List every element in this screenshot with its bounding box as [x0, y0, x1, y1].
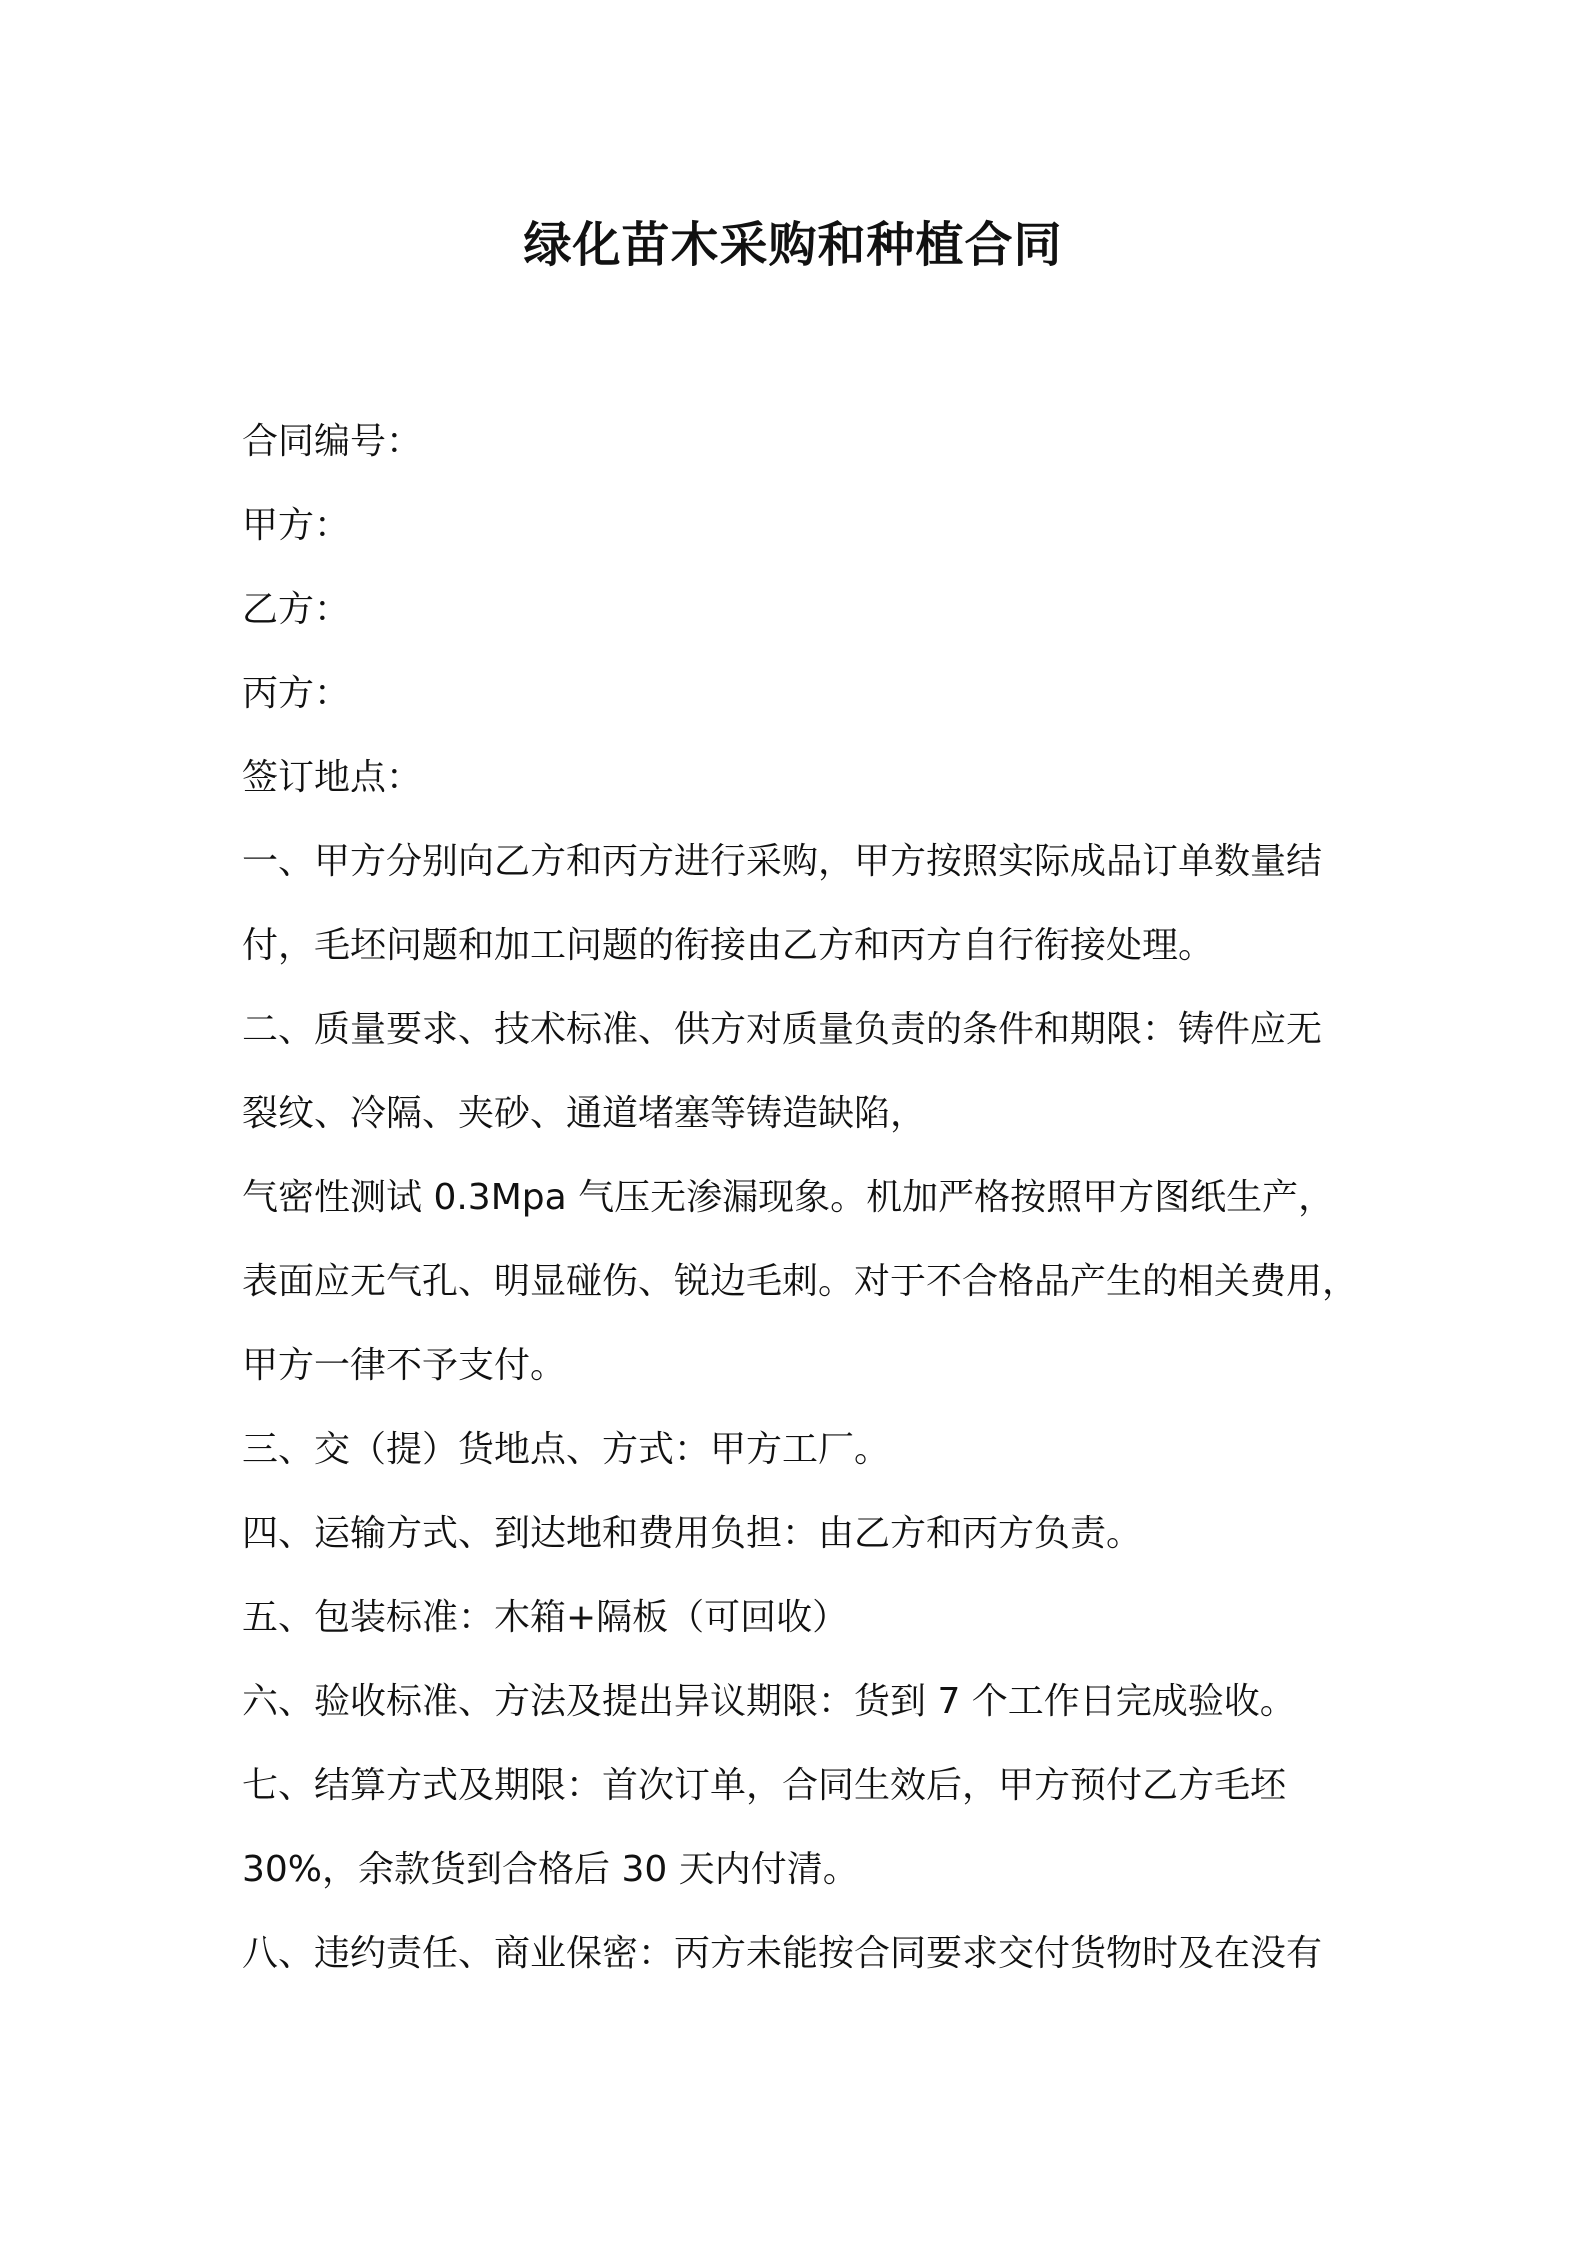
- clause-2-line-2: 裂纹、冷隔、夹砂、通道堵塞等铸造缺陷，: [242, 1093, 927, 1134]
- clause-7-line-2: 30%，余款货到合格后 30 天内付清。: [242, 1849, 859, 1890]
- clause-8-line-1: 八、违约责任、商业保密：丙方未能按合同要求交付货物时及在没有: [242, 1933, 1323, 1974]
- clause-7-line-1: 七、结算方式及期限：首次订单，合同生效后，甲方预付乙方毛坯: [242, 1765, 1287, 1806]
- clause-2-line-5: 甲方一律不予支付。: [242, 1345, 567, 1386]
- document-body: [242, 400, 1362, 1996]
- clause-1-line-1: 一、甲方分别向乙方和丙方进行采购，甲方按照实际成品订单数量结: [242, 841, 1323, 882]
- clause-2-line-3: 气密性测试 0.3Mpa 气压无渗漏现象。机加严格按照甲方图纸生产，: [242, 1177, 1335, 1218]
- document-title: 绿化苗木采购和种植合同: [523, 217, 1063, 273]
- signing-place-line: 签订地点：: [242, 757, 423, 798]
- clause-2-line-1: 二、质量要求、技术标准、供方对质量负责的条件和期限：铸件应无: [242, 1009, 1323, 1050]
- contract-number-line: 合同编号：: [242, 421, 423, 462]
- clause-2-line-4: 表面应无气孔、明显碰伤、锐边毛刺。对于不合格品产生的相关费用，: [242, 1261, 1359, 1302]
- clause-1-line-2: 付，毛坯问题和加工问题的衔接由乙方和丙方自行衔接处理。: [242, 925, 1215, 966]
- party-b-line: 乙方：: [242, 589, 351, 630]
- clause-4-line: 四、运输方式、到达地和费用负担：由乙方和丙方负责。: [242, 1513, 1143, 1554]
- clause-5-line: 五、包装标准：木箱+隔板（可回收）: [242, 1597, 849, 1638]
- party-a-line: 甲方：: [242, 505, 351, 546]
- party-c-line: 丙方：: [242, 673, 351, 714]
- clause-6-line: 六、验收标准、方法及提出异议期限：货到 7 个工作日完成验收。: [242, 1681, 1296, 1722]
- clause-3-line: 三、交（提）货地点、方式：甲方工厂。: [242, 1429, 891, 1470]
